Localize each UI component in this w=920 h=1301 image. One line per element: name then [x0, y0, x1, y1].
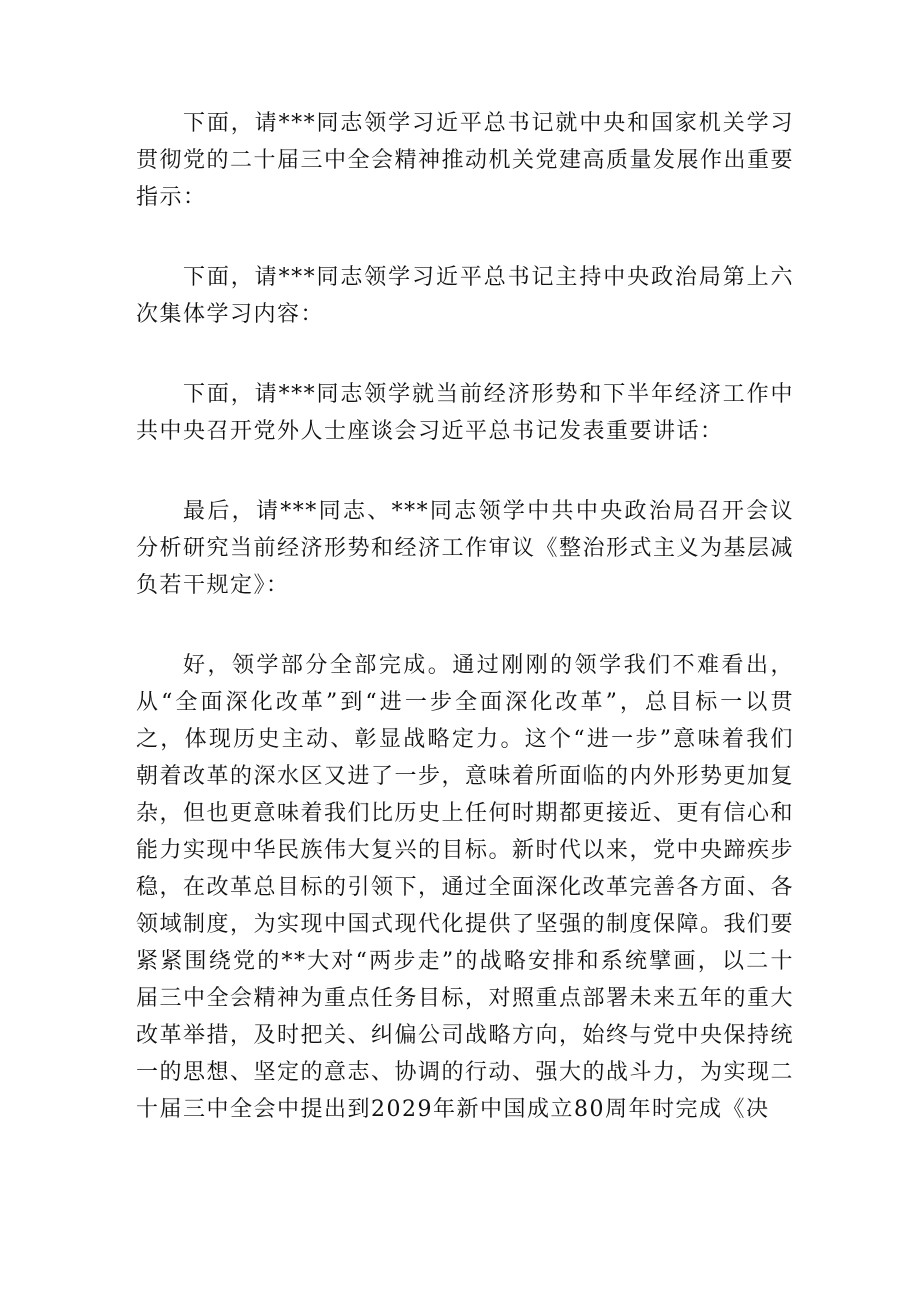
paragraph-1: 下面，请***同志领学习近平总书记就中央和国家机关学习贯彻党的二十届三中全会精神推动机关党建高质量发展作出重要指示： — [136, 111, 795, 210]
paragraph-2: 下面，请***同志领学习近平总书记主持中央政治局第上六次集体学习内容： — [136, 265, 794, 327]
paragraph-5: 好，领学部分全部完成。通过刚刚的领学我们不难看出，从“全面深化改革”到“进一步全面深化改革”，总目标一以贯之，体现历史主动、彰显战略定力。这个“进一步”意味着我们朝着改革的深水区又进了一步，意味着所面临的内外形势更加复杂，但也更意味着我们比历史上任何时期都更接近、更有信心和能力实现中华民族伟大复兴的目标。新时代以来，党中央蹄疾步稳，在改革总目标的引领下，通过全面深化改革完善各方面、各领域制度，为实现中国式现代化提供了坚强的制度保障。我们要紧紧围绕党的**大对“两步走”的战略安排和系统擘画，以二十届三中全会精神为重点任务目标，对照重点部署未来五年的重大改革举措，及时把关、纠偏公司战略方向，始终与党中央保持统一的思想、坚定的意志、协调的行动、强大的战斗力，为实现二十届三中全会中提出到2029年新中国成立80周年时完成《决 — [136, 653, 795, 1122]
document-body — [136, 105, 794, 1128]
paragraph-4: 最后，请***同志、***同志领学中共中央政治局召开会议分析研究当前经济形势和经济工作审议《整治形式主义为基层减负若干规定》： — [136, 499, 795, 598]
paragraph-3: 下面，请***同志领学就当前经济形势和下半年经济工作中共中央召开党外人士座谈会习近平总书记发表重要讲话： — [136, 382, 794, 444]
